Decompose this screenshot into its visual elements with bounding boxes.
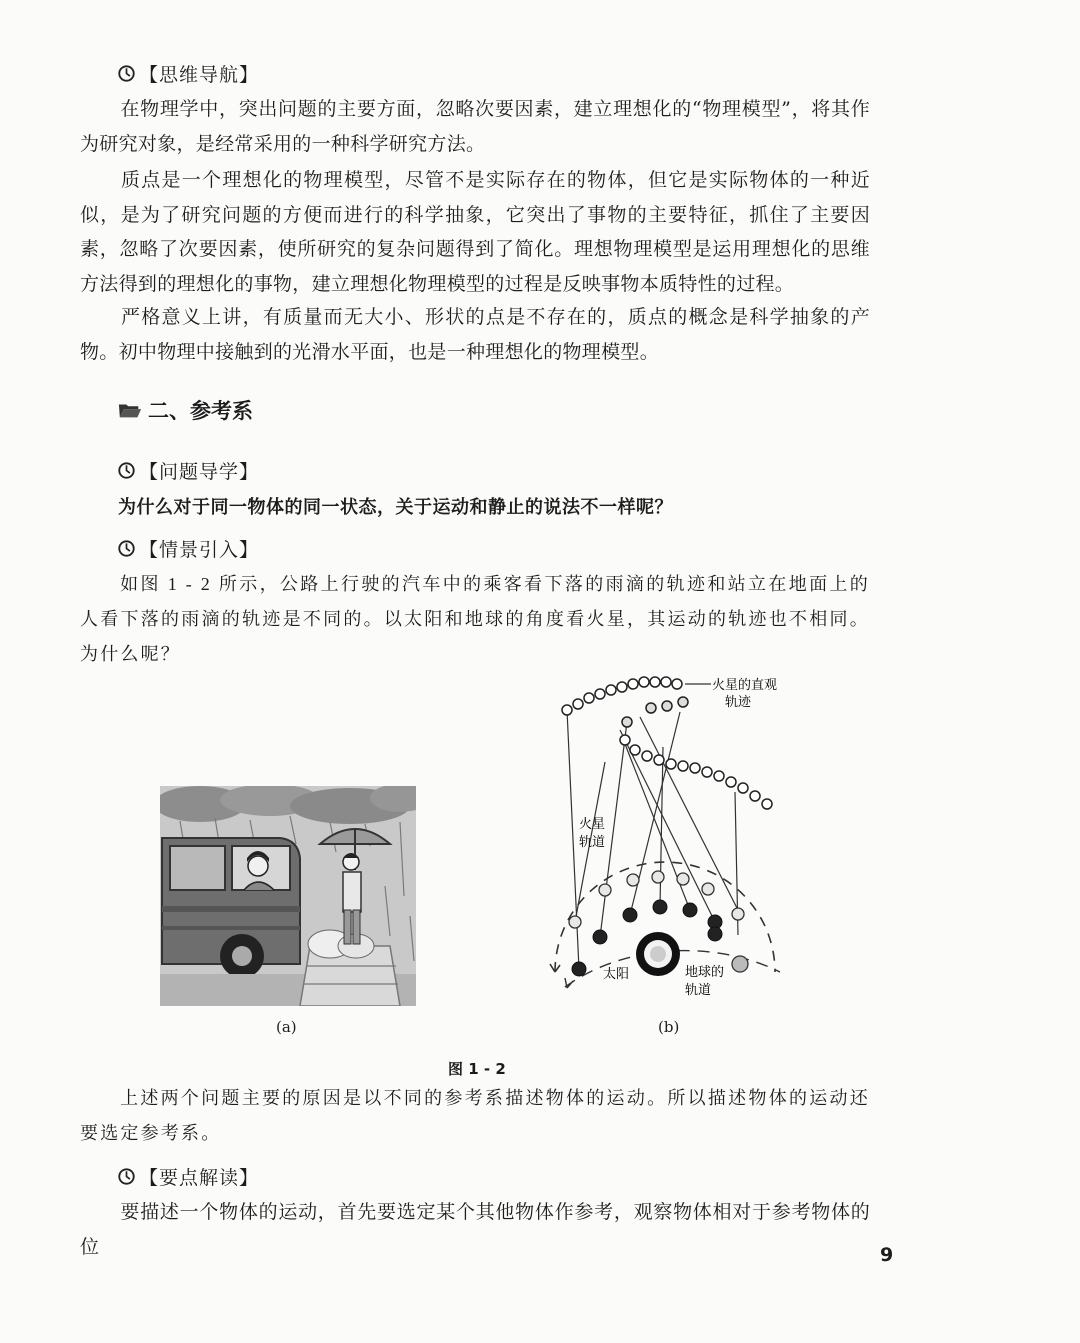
clock-icon: [118, 65, 135, 82]
label-mars-apparent-2: 轨迹: [725, 695, 752, 710]
label-sun: 太阳: [603, 967, 630, 982]
page-number: 9: [880, 1244, 894, 1266]
conclusion-text: 上述两个问题主要的原因是以不同的参考系描述物体的运动。所以描述物体的运动还要选定参考系。: [80, 1088, 870, 1143]
rain-bus-illustration: [160, 786, 416, 1006]
folder-icon: [118, 400, 142, 420]
figure-caption: 图 1 - 2: [448, 1060, 506, 1078]
section-title: 二、参考系: [118, 395, 253, 425]
key-points-text: 要描述一个物体的运动，首先要选定某个其他物体作参考，观察物体相对于参考物体的位: [80, 1201, 870, 1258]
guiding-question: 为什么对于同一物体的同一状态，关于运动和静止的说法不一样呢？: [118, 497, 673, 518]
figure-b-label: (b): [658, 1018, 680, 1036]
clock-icon: [118, 1168, 135, 1185]
mars-trajectory-diagram: [545, 672, 795, 1002]
figure-a-label: (a): [276, 1018, 297, 1036]
label-mars-apparent: 火星的直观: [712, 678, 778, 693]
thinking-guide-heading: 【思维导航】: [118, 60, 259, 87]
scenario-heading: 【情景引入】: [118, 535, 259, 562]
clock-icon: [118, 462, 135, 479]
label-earth-orbit-2: 轨道: [685, 983, 712, 998]
problem-guide-heading: 【问题导学】: [118, 457, 259, 484]
label-earth-orbit: 地球的: [685, 965, 725, 980]
paragraph-physical-model: 在物理学中，突出问题的主要方面，忽略次要因素，建立理想化的“物理模型”，将其作为研究对象，是经常采用的一种科学研究方法。: [80, 98, 870, 155]
label-mars-orbit: 火星: [579, 817, 606, 832]
scenario-text: 如图 1 - 2 所示，公路上行驶的汽车中的乘客看下落的雨滴的轨迹和站立在地面上的人看下落的雨滴的轨迹是不同的。以太阳和地球的角度看火星，其运动的轨迹也不相同。为什么呢？: [80, 574, 870, 664]
clock-icon: [118, 540, 135, 557]
paragraph-abstraction: 严格意义上讲，有质量而无大小、形状的点是不存在的，质点的概念是科学抽象的产物。初中物理中接触到的光滑水平面，也是一种理想化的物理模型。: [80, 306, 870, 363]
key-points-heading: 【要点解读】: [118, 1163, 259, 1190]
label-mars-orbit-2: 轨道: [579, 835, 606, 850]
paragraph-point-mass: 质点是一个理想化的物理模型，尽管不是实际存在的物体，但它是实际物体的一种近似，是为了研究问题的方便而进行的科学抽象，它突出了事物的主要特征，抓住了主要因素，忽略了次要因素，使所研究的复杂问题得到了简化。理想物理模型是运用理想化的思维方法得到的理想化的事物，建立理想化物理模型的过程是反映事物本质特性的过程。: [80, 169, 870, 295]
